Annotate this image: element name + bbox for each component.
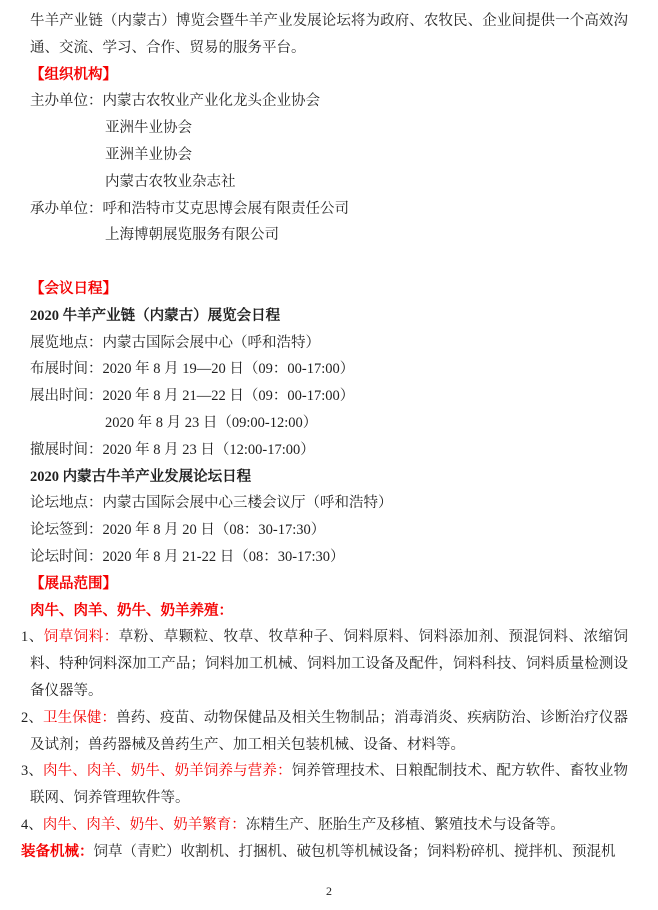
row-label: 论坛时间： [30,548,103,565]
row-label: 布展时间： [30,361,103,378]
item-number: 1、 [21,629,44,646]
host-unit-extra: 亚洲羊业协会 [105,146,192,163]
item-text: 草粉、草颗粒、牧草、牧草种子、饲料原料、饲料添加剂、预混饲料、浓缩饲料、特种饲料深加工产品；饲料加工机械、饲料加工设备及配件，饲料科技、饲料质量检测设备仪器等。 [30,629,629,699]
item-category: 饲草饲料： [43,629,119,646]
page-number: 2 [326,884,332,898]
exhibit-item [21,624,629,704]
machinery-paragraph [21,839,628,866]
row-label: 撤展时间： [30,441,103,458]
organizer-unit-extra: 上海博朝展览服务有限公司 [105,227,279,244]
row-label: 论坛签到： [30,522,103,539]
row-value: 2020 年 8 月 21-22 日（08：30-17:30） [102,548,345,565]
section-heading-schedule: 【会议日程】 [30,280,117,297]
host-unit-label: 主办单位： [30,93,103,110]
expo-schedule-row [30,356,628,383]
expo-schedule-row-continuation: 2020 年 8 月 23 日（09:00-12:00） [105,414,318,431]
item-category: 卫生保健： [43,709,117,726]
host-unit-row [30,88,628,115]
machinery-category: 装备机械： [21,843,94,860]
expo-schedule-row [30,330,628,357]
item-number: 2、 [21,709,44,726]
row-value: 2020 年 8 月 19—20 日（09：00-17:00） [102,361,355,378]
organizer-unit-value: 呼和浩特市艾克思博会展有限责任公司 [102,200,349,217]
organizer-unit-row [30,196,628,223]
row-value: 2020 年 8 月 23 日（12:00-17:00） [102,441,315,458]
organizer-unit-label: 承办单位： [30,200,103,217]
machinery-text: 饲草（青贮）收割机、打捆机、破包机等机械设备；饲料粉碎机、搅拌机、预混机 [93,843,616,860]
row-value: 内蒙古国际会展中心三楼会议厅（呼和浩特） [102,495,393,512]
expo-schedule-row [30,383,628,410]
item-category: 肉牛、肉羊、奶牛、奶羊繁育： [42,816,246,833]
row-value: 2020 年 8 月 21—22 日（09：00-17:00） [102,388,355,405]
exhibit-item [21,758,629,812]
host-unit-extra: 内蒙古农牧业杂志社 [105,173,236,190]
row-label: 展出时间： [30,388,103,405]
host-unit-extra: 亚洲牛业协会 [105,120,192,137]
section-heading-organization: 【组织机构】 [30,66,117,83]
row-label: 展览地点： [30,334,103,351]
item-text: 兽药、疫苗、动物保健品及相关生物制品；消毒消炎、疾病防治、诊断治疗仪器及试剂；兽药器械及兽药生产、加工相关包装机械、设备、材料等。 [30,709,629,753]
item-text: 饲养管理技术、日粮配制技术、配方软件、畜牧业物联网、饲养管理软件等。 [30,763,629,807]
forum-schedule-row [30,490,628,517]
row-value: 2020 年 8 月 20 日（08：30-17:30） [102,522,326,539]
section-heading-exhibits: 【展品范围】 [30,575,117,592]
forum-schedule-row [30,544,628,571]
forum-schedule-row [30,517,628,544]
item-text: 冻精生产、胚胎生产及移植、繁殖技术与设备等。 [245,816,565,833]
expo-schedule-row [30,437,628,464]
forum-schedule-title: 2020 内蒙古牛羊产业发展论坛日程 [30,468,252,485]
exhibits-subheading: 肉牛、肉羊、奶牛、奶羊养殖： [30,602,233,619]
item-number: 4、 [21,816,43,833]
host-unit-value: 内蒙古农牧业产业化龙头企业协会 [102,93,320,110]
expo-schedule-title: 2020 牛羊产业链（内蒙古）展览会日程 [30,307,281,324]
row-label: 论坛地点： [30,495,103,512]
exhibit-item [21,705,629,759]
intro-paragraph: 牛羊产业链（内蒙古）博览会暨牛羊产业发展论坛将为政府、农牧民、企业间提供一个高效沟通、交流、学习、合作、贸易的服务平台。 [30,13,628,56]
row-value: 内蒙古国际会展中心（呼和浩特） [102,334,320,351]
exhibit-item [21,812,628,839]
item-number: 3、 [21,763,44,780]
item-category: 肉牛、肉羊、奶牛、奶羊饲养与营养： [43,763,292,780]
